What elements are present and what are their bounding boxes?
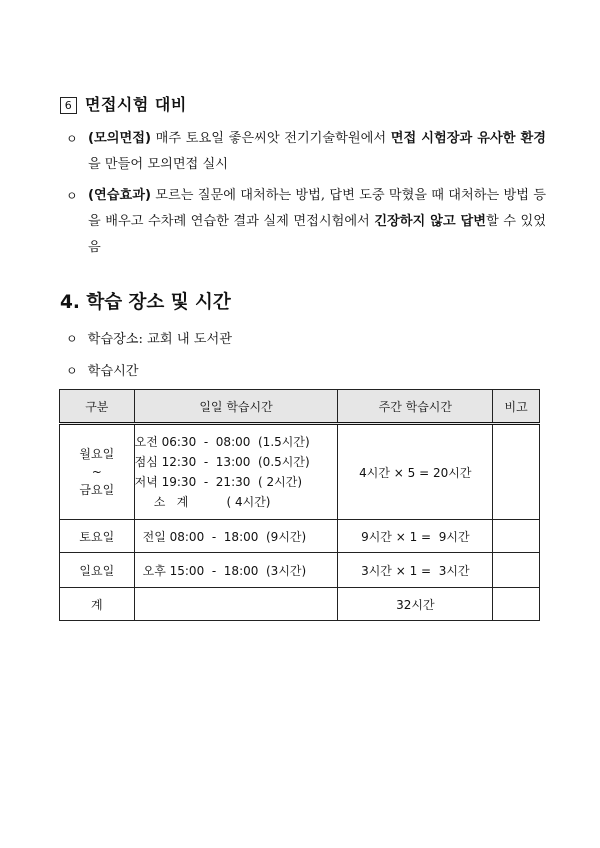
- time-line-evening: 저녁 19:30 - 21:30 ( 2시간): [134, 475, 303, 489]
- weekday-range-mark: ~: [91, 465, 102, 479]
- bullet-mark: ㅇ: [66, 364, 78, 378]
- study-time-line: [66, 360, 139, 379]
- bullet-mark: ㅇ: [66, 132, 78, 146]
- sunday-note: [493, 553, 540, 588]
- header-note: 비고: [493, 390, 540, 424]
- time-line-lunch: 점심 12:30 - 13:00 (0.5시간): [134, 455, 310, 469]
- bullet-practice-effect: [66, 183, 546, 261]
- weekday-weekly-hours: 4시간 × 5 = 20시간: [338, 424, 493, 520]
- study-place-line: [66, 328, 232, 347]
- section4-title: 4. 학습 장소 및 시간: [60, 292, 231, 313]
- section6-title: 면접시험 대비: [85, 95, 187, 114]
- table-row: [60, 588, 540, 621]
- header-weekly: 주간 학습시간: [338, 390, 493, 424]
- bullet-label: (연습효과): [88, 188, 152, 203]
- total-note: [493, 588, 540, 621]
- saturday-weekly-hours: 9시간 × 1 = 9시간: [338, 520, 493, 553]
- section-number-box: 6: [60, 97, 77, 114]
- bullet-text: [66, 183, 546, 261]
- bullet-text-part: 매주 토요일 좋은씨앗 전기기술학원에서: [151, 131, 391, 146]
- weekday-note: [493, 424, 540, 520]
- sunday-daily-hours: 오후 15:00 - 18:00 (3시간): [134, 553, 338, 588]
- bullet-text-part: 할 수 있었음: [88, 214, 546, 255]
- total-weekly-hours: 32시간: [338, 588, 493, 621]
- bullet-mock-interview: [66, 126, 546, 178]
- bullet-bold-text: 긴장하지 않고 답변: [374, 214, 487, 229]
- row-label-total: 계: [60, 588, 135, 621]
- total-daily-hours: [134, 588, 338, 621]
- saturday-daily-hours: 전일 08:00 - 18:00 (9시간): [134, 520, 338, 553]
- row-label-weekday: [60, 424, 135, 520]
- table-row: [60, 553, 540, 588]
- table-row: [60, 520, 540, 553]
- row-label-saturday: 토요일: [60, 520, 135, 553]
- time-line-morning: 오전 06:30 - 08:00 (1.5시간): [134, 435, 310, 449]
- sunday-weekly-hours: 3시간 × 1 = 3시간: [338, 553, 493, 588]
- row-label-sunday: 일요일: [60, 553, 135, 588]
- bullet-bold-text: 면접 시험장과 유사한 환경: [390, 131, 546, 146]
- bullet-text-part: 을 만들어 모의면접 실시: [88, 157, 228, 172]
- saturday-note: [493, 520, 540, 553]
- study-time: 학습시간: [87, 364, 139, 379]
- weekday-end: 금요일: [79, 483, 115, 497]
- schedule-table: [59, 389, 540, 621]
- bullet-label: (모의면접): [88, 131, 152, 146]
- bullet-mark: ㅇ: [66, 189, 78, 203]
- bullet-text: [66, 126, 546, 178]
- time-line-subtotal: 소 계 ( 4시간): [134, 495, 271, 509]
- header-daily: 일일 학습시간: [134, 390, 338, 424]
- bullet-mark: ㅇ: [66, 332, 78, 346]
- weekday-start: 월요일: [79, 447, 115, 461]
- study-place: 학습장소: 교회 내 도서관: [87, 332, 233, 347]
- bullet-text-part: 모르는 질문에 대처하는 방법, 답변 도중 막혔을 때 대처하는 방법 등을 배우고 수차례 연습한 결과 실제 면접시험에서: [88, 188, 546, 229]
- table-header-row: [60, 390, 540, 424]
- table-row: [60, 424, 540, 520]
- header-category: 구분: [60, 390, 135, 424]
- weekday-daily-hours: [134, 424, 338, 520]
- section6-heading: [60, 92, 187, 115]
